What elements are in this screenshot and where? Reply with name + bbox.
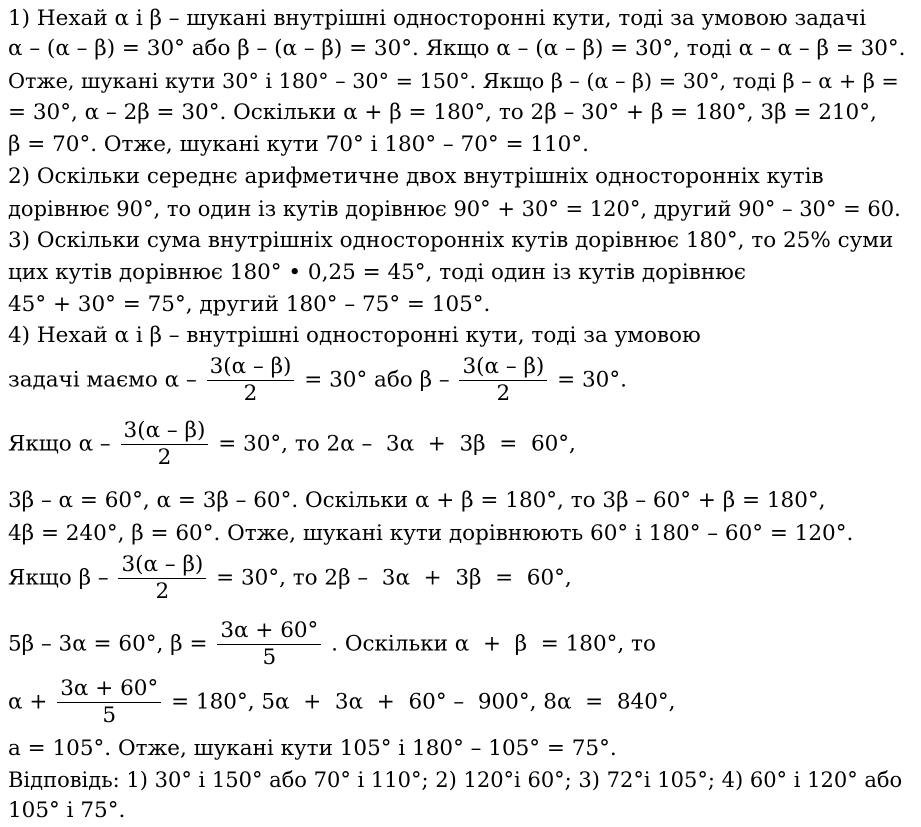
formula-line (8, 552, 572, 605)
formula-line (8, 418, 576, 471)
text-segment: = 180°, 5α + 3α + 60° – 900°, 8α = 840°, (171, 689, 676, 715)
fraction (57, 676, 161, 729)
text-segment: цих кутів дорівнює 180° • 0,25 = 45°, тоді один із кутів дорівнює (8, 260, 746, 285)
text-segment: α – (α – β) = 30° або β – (α – β) = 30°. Якщо α – (α – β) = 30°, тоді α – α – β = 30°. (8, 36, 906, 61)
text-segment: дорівнює 90°, то один із кутів дорівнює 90° + 30° = 120°, другий 90° – 30° = 60. (8, 197, 901, 221)
text-segment: 3β – α = 60°, α = 3β – 60°. Оскільки α + β = 180°, то 3β – 60° + β = 180°, (8, 488, 826, 513)
fraction-numerator: 3(α – β) (118, 552, 206, 579)
text-line (8, 734, 617, 764)
formula-line (8, 676, 675, 729)
fraction (217, 618, 321, 671)
fraction-denominator: 5 (102, 703, 117, 728)
fraction-numerator: 3(α – β) (121, 418, 209, 445)
text-line (8, 4, 866, 34)
text-segment: = 30°, α – 2β = 30°. Оскільки α + β = 180°, то 2β – 30° + β = 180°, 3β = 210°, (8, 100, 877, 125)
text-segment: = 30°, то 2α – 3α + 3β = 60°, (218, 431, 576, 457)
fraction-numerator: 3α + 60° (217, 618, 321, 645)
text-segment: Якщо β – (8, 565, 109, 591)
text-line (8, 226, 893, 256)
answer-line (8, 796, 125, 826)
answer-line (8, 765, 902, 795)
text-segment: a = 105°. Отже, шукані кути 105° і 180° – 105° = 75°. (8, 736, 617, 761)
text-segment: Отже, шукані кути 30° і 180° – 30° = 150°. Якщо β – (α – β) = 30°, тоді β – α + β = (8, 69, 899, 93)
text-line (8, 194, 901, 224)
fraction (118, 552, 206, 605)
text-line (8, 34, 906, 64)
text-segment: 105° і 75°. (8, 798, 126, 823)
text-segment: 2) Оскільки середнє арифметичне двох внутрішніх односторонніх кутів (8, 164, 824, 189)
text-segment: = 30°. (557, 367, 627, 393)
fraction-denominator: 2 (157, 445, 172, 470)
text-line (8, 519, 853, 549)
fraction (459, 354, 547, 407)
text-segment: Якщо α – (8, 431, 111, 457)
text-line (8, 130, 589, 160)
fraction-denominator: 2 (155, 579, 170, 604)
fraction-numerator: 3(α – β) (459, 354, 547, 381)
text-segment: . Оскільки α + β = 180°, то (331, 631, 656, 657)
text-segment: β = 70°. Отже, шукані кути 70° і 180° – 70° = 110°. (8, 132, 589, 157)
fraction-numerator: 3α + 60° (57, 676, 161, 703)
text-segment: 3) Оскільки сума внутрішніх односторонніх кутів дорівнює 180°, то 25% суми (8, 228, 894, 253)
text-line (8, 321, 701, 351)
text-segment: 1) Нехай α і β – шукані внутрішні односторонні кути, тоді за умовою задачі (8, 6, 867, 31)
fraction-denominator: 2 (496, 381, 511, 406)
text-line (8, 162, 824, 192)
fraction (121, 418, 209, 471)
fraction-denominator: 5 (262, 645, 277, 670)
text-line (8, 98, 877, 128)
formula-line (8, 618, 656, 671)
text-line (8, 486, 825, 516)
fraction-denominator: 2 (243, 381, 258, 406)
text-line (8, 66, 899, 96)
text-line (8, 290, 490, 320)
text-segment: 5β – 3α = 60°, β = (8, 631, 208, 657)
fraction-numerator: 3(α – β) (207, 354, 295, 381)
text-segment: 45° + 30° = 75°, другий 180° – 75° = 105°. (8, 292, 491, 317)
text-segment: = 30°, то 2β – 3α + 3β = 60°, (216, 565, 572, 591)
text-segment: 4) Нехай α і β – внутрішні односторонні кути, тоді за умовою (8, 323, 701, 348)
text-segment: Відповідь: 1) 30° і 150° або 70° і 110°; 2) 120°і 60°; 3) 72°і 105°; 4) 60° і 120° або (8, 768, 903, 792)
text-segment: 4β = 240°, β = 60°. Отже, шукані кути дорівнюють 60° і 180° – 60° = 120°. (8, 521, 854, 546)
text-segment: задачі маємо α – (8, 367, 197, 393)
text-segment: = 30° або β – (304, 367, 450, 393)
text-segment: α + (8, 689, 48, 715)
text-line (8, 258, 746, 288)
fraction (207, 354, 295, 407)
formula-line (8, 354, 627, 407)
